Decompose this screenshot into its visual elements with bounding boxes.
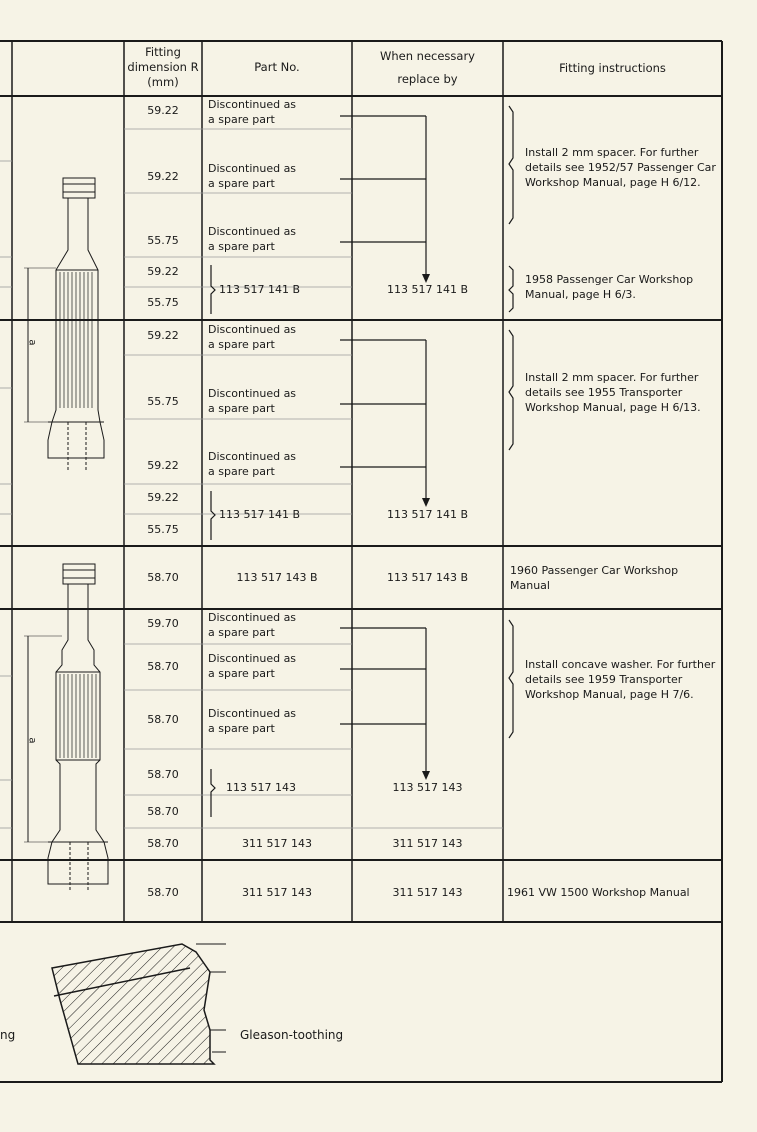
fitting-dimension: 55.75 bbox=[147, 523, 179, 536]
replacement-part: 113 517 141 B bbox=[386, 283, 469, 296]
part-number: Discontinued as a spare part bbox=[208, 225, 297, 253]
fitting-instruction: 1960 Passenger Car Workshop Manual bbox=[510, 564, 679, 592]
part-number: Discontinued as a spare part bbox=[208, 707, 297, 735]
replacement-part: 311 517 143 bbox=[392, 886, 463, 899]
margin-fragment: ng bbox=[0, 1028, 16, 1042]
fitting-dimension: 55.75 bbox=[147, 296, 179, 309]
part-number: Discontinued as a spare part bbox=[208, 652, 297, 680]
part-number: 113 517 141 B bbox=[219, 508, 301, 521]
fitting-dimension: 59.70 bbox=[147, 617, 179, 630]
fitting-instruction: 1958 Passenger Car Workshop Manual, page H 6/3. bbox=[525, 273, 694, 301]
part-number: 113 517 143 bbox=[226, 781, 296, 794]
fitting-instruction: Install 2 mm spacer. For further details see 1955 Transporter Workshop Manual, page H 6/13. bbox=[525, 371, 701, 414]
gleason-toothing-label: Gleason-toothing bbox=[240, 1028, 344, 1042]
header-part-no: Part No. bbox=[254, 60, 300, 74]
header-replace-by: replace by bbox=[397, 72, 458, 86]
replacement-part: 113 517 141 B bbox=[386, 508, 469, 521]
replacement-part: 311 517 143 bbox=[392, 837, 463, 850]
fitting-dimension: 59.22 bbox=[147, 491, 179, 504]
replacement-arrow bbox=[340, 116, 426, 276]
part-number: Discontinued as a spare part bbox=[208, 450, 297, 478]
drive-pinion-drawing bbox=[24, 178, 104, 470]
part-number: Discontinued as a spare part bbox=[208, 98, 297, 126]
fitting-dimension: 58.70 bbox=[147, 571, 179, 584]
fitting-dimension: 55.75 bbox=[147, 234, 179, 247]
fitting-dimension: 59.22 bbox=[147, 170, 179, 183]
part-number: 113 517 143 B bbox=[236, 571, 318, 584]
fitting-dimension: 58.70 bbox=[147, 886, 179, 899]
replacement-part: 113 517 143 bbox=[392, 781, 463, 794]
header-when-necessary: When necessary bbox=[379, 49, 475, 63]
part-number: 311 517 143 bbox=[242, 837, 312, 850]
fitting-dimension: 58.70 bbox=[147, 768, 179, 781]
fitting-instruction: 1961 VW 1500 Workshop Manual bbox=[507, 886, 690, 899]
fitting-instruction: Install concave washer. For further details see 1959 Transporter Workshop Manual, page H 7/6. bbox=[525, 658, 716, 701]
dimension-a-label: a bbox=[26, 339, 38, 346]
fitting-dimension: 59.22 bbox=[147, 329, 179, 342]
part-number: Discontinued as a spare part bbox=[208, 162, 297, 190]
part-number: Discontinued as a spare part bbox=[208, 387, 297, 415]
fitting-dimension: 59.22 bbox=[147, 265, 179, 278]
instruction-brace bbox=[509, 106, 513, 738]
replacement-arrow bbox=[340, 628, 426, 773]
header-fitting-instructions: Fitting instructions bbox=[559, 61, 666, 75]
replacement-part: 113 517 143 B bbox=[386, 571, 469, 584]
fitting-instruction: Install 2 mm spacer. For further details see 1952/57 Passenger Car Workshop Manual, page H 6/12. bbox=[525, 146, 716, 189]
drive-pinion-drawing bbox=[24, 564, 108, 892]
fitting-dimension: 59.22 bbox=[147, 104, 179, 117]
part-number: Discontinued as a spare part bbox=[208, 611, 297, 639]
fitting-dimension: 58.70 bbox=[147, 660, 179, 673]
fitting-dimension: 58.70 bbox=[147, 805, 179, 818]
replacement-arrow bbox=[340, 340, 426, 500]
part-number: 113 517 141 B bbox=[219, 283, 301, 296]
header-fitting-dimension: Fitting dimension R (mm) bbox=[127, 45, 199, 89]
fitting-dimension: 59.22 bbox=[147, 459, 179, 472]
fitting-dimension: 58.70 bbox=[147, 837, 179, 850]
fitting-dimension: 55.75 bbox=[147, 395, 179, 408]
gleason-tooth-profile bbox=[52, 944, 226, 1064]
dimension-a-label: a bbox=[26, 737, 38, 744]
part-number: Discontinued as a spare part bbox=[208, 323, 297, 351]
fitting-dimension: 58.70 bbox=[147, 713, 179, 726]
part-number: 311 517 143 bbox=[242, 886, 312, 899]
